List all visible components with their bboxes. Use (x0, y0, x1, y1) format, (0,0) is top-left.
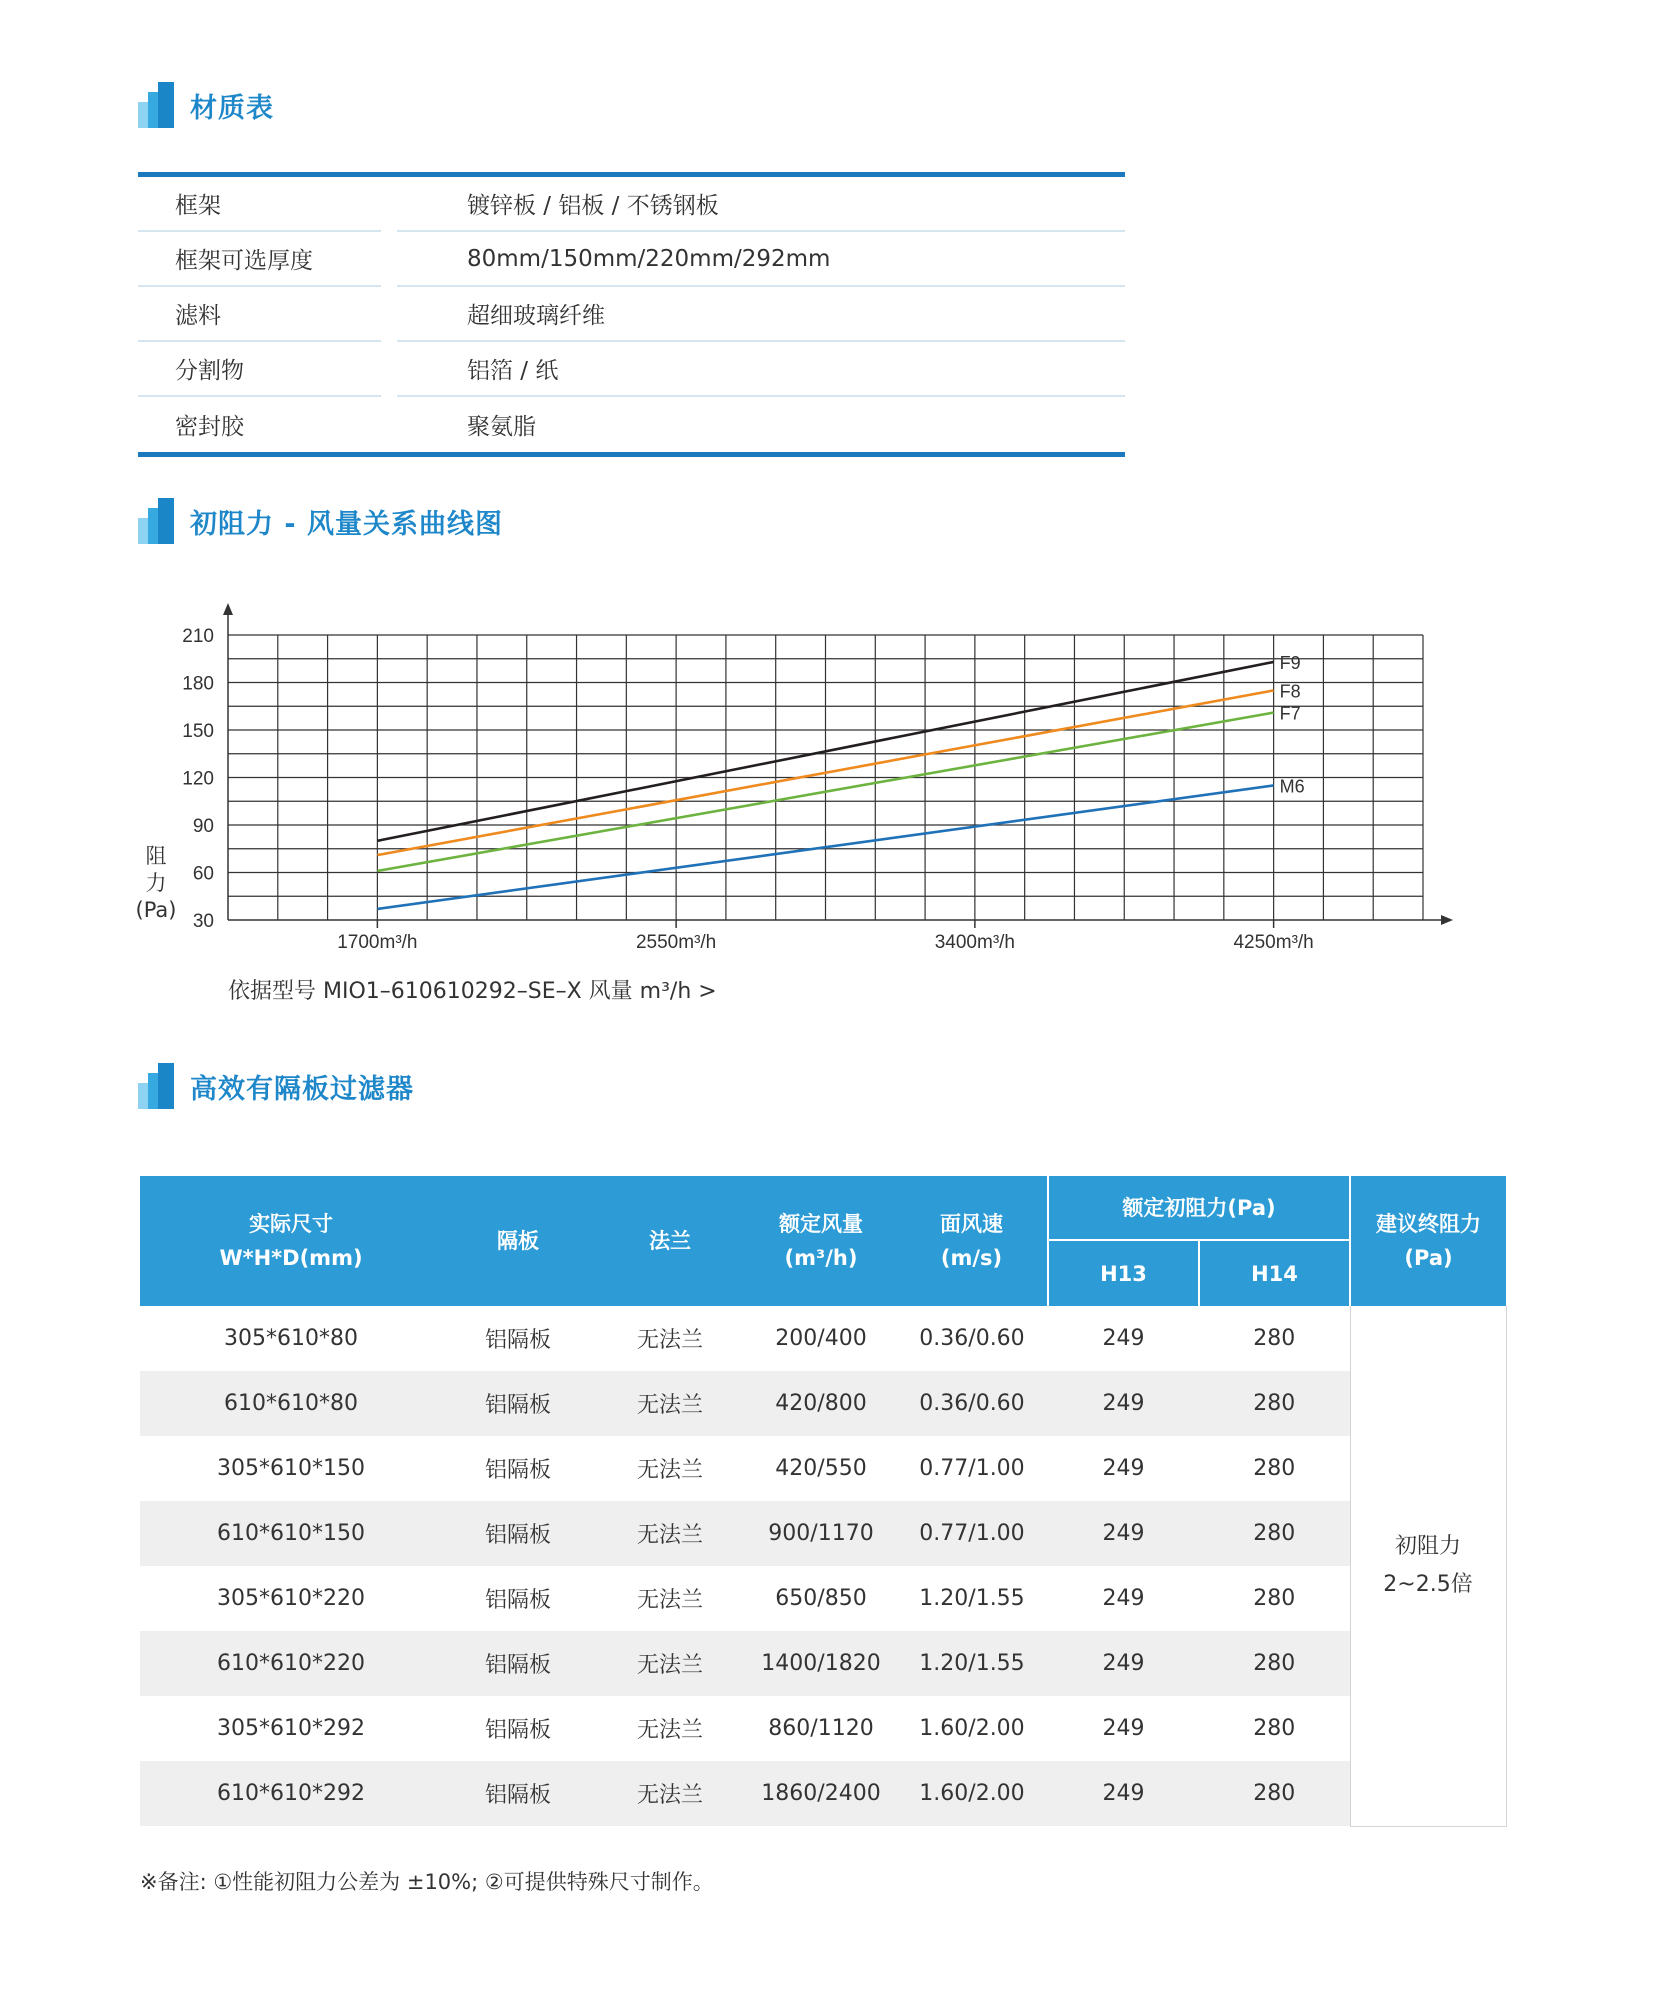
y-tick-label: 120 (182, 768, 214, 790)
cell-size: 610*610*220 (140, 1631, 442, 1696)
table-row (140, 1566, 1506, 1631)
cell-airflow: 200/400 (775, 1326, 867, 1351)
cell-flange: 无法兰 (636, 1718, 703, 1743)
material-value: 超细玻璃纤维 (397, 287, 1125, 342)
cell-h13: 249 (1048, 1501, 1199, 1566)
chart-x-caption: 依据型号 MIO1–610610292–SE–X 风量 m³/h > (228, 979, 717, 1004)
y-tick-label: 60 (192, 863, 214, 885)
cell-partition: 铝隔板 (484, 1328, 551, 1353)
y-axis-label: (Pa) (135, 898, 177, 922)
cell-airflow: 420/800 (746, 1371, 896, 1436)
col-final-header (1350, 1176, 1506, 1306)
size-header-line2: W*H*D(mm) (219, 1246, 363, 1270)
cell-h13: 249 (1102, 1586, 1145, 1611)
cell-partition: 铝隔板 (484, 1458, 551, 1483)
cell-velocity: 0.77/1.00 (919, 1456, 1025, 1481)
materials-row (138, 232, 1125, 287)
materials-title: 材质表 (190, 92, 274, 124)
table-row (140, 1761, 1506, 1826)
col-h13-header: H13 (1048, 1240, 1199, 1306)
cell-h13: 249 (1048, 1761, 1199, 1826)
cell-flange: 无法兰 (594, 1501, 746, 1566)
cell-h14: 280 (1199, 1631, 1350, 1696)
col-flange-header: 法兰 (594, 1176, 746, 1306)
cell-size: 610*610*80 (140, 1371, 442, 1436)
cell-velocity: 0.36/0.60 (896, 1371, 1048, 1436)
materials-row (138, 287, 1125, 342)
materials-row (138, 177, 1125, 232)
y-tick-label: 150 (182, 721, 214, 742)
chart-section-title (138, 496, 503, 546)
x-tick-label: 2550m³/h (635, 932, 717, 953)
col-partition-header: 隔板 (442, 1176, 594, 1306)
cell-flange: 无法兰 (594, 1631, 746, 1696)
material-label: 框架 (138, 177, 381, 232)
material-value: 铝箔 / 纸 (397, 342, 1125, 397)
size-header-line1: 实际尺寸 (249, 1212, 333, 1236)
materials-table (138, 172, 1125, 457)
cell-h14: 280 (1253, 1716, 1296, 1741)
series-label-f8: F8 (1279, 681, 1301, 702)
cell-h13: 249 (1048, 1631, 1199, 1696)
cell-size: 305*610*292 (217, 1716, 365, 1741)
cell-size: 610*610*150 (140, 1501, 442, 1566)
material-label: 密封胶 (175, 414, 244, 440)
cell-h14: 280 (1253, 1456, 1296, 1481)
cell-size: 305*610*150 (217, 1456, 365, 1481)
materials-section-title (138, 80, 274, 130)
series-label-f9: F9 (1279, 652, 1301, 673)
material-value: 80mm/150mm/220mm/292mm (397, 232, 1125, 287)
cell-partition: 铝隔板 (442, 1371, 594, 1436)
y-tick-label: 90 (192, 816, 214, 837)
cell-airflow: 420/550 (775, 1456, 867, 1481)
y-axis-arrow-icon (223, 603, 233, 615)
materials-row (138, 342, 1125, 397)
series-label-m6: M6 (1279, 776, 1305, 797)
cell-h13: 249 (1102, 1326, 1145, 1351)
cell-velocity: 1.20/1.55 (896, 1631, 1048, 1696)
section-bars-icon (138, 498, 176, 544)
x-axis-arrow-icon (1441, 915, 1453, 925)
cell-flange: 无法兰 (636, 1458, 703, 1483)
filter-section-title (138, 1061, 414, 1111)
table-row (140, 1436, 1506, 1501)
final-header-line1: 建议终阻力 (1376, 1212, 1482, 1236)
cell-h14: 280 (1253, 1586, 1296, 1611)
cell-velocity: 1.60/2.00 (896, 1761, 1048, 1826)
table-row (140, 1306, 1506, 1371)
y-tick-label: 180 (182, 673, 214, 695)
resistance-airflow-chart (120, 595, 1460, 970)
cell-velocity: 0.77/1.00 (896, 1501, 1048, 1566)
velocity-header-line2: (m/s) (940, 1246, 1003, 1270)
filter-title: 高效有隔板过滤器 (190, 1073, 414, 1105)
cell-airflow: 1400/1820 (746, 1631, 896, 1696)
cell-partition: 铝隔板 (484, 1718, 551, 1743)
cell-velocity: 0.36/0.60 (919, 1326, 1025, 1351)
y-axis-label: 力 (145, 871, 167, 895)
material-label: 滤料 (138, 287, 381, 342)
cell-size: 305*610*220 (217, 1586, 365, 1611)
col-size-header (140, 1176, 442, 1306)
chart-title: 初阻力 - 风量关系曲线图 (190, 508, 504, 540)
cell-flange: 无法兰 (636, 1588, 703, 1613)
cell-flange: 无法兰 (594, 1371, 746, 1436)
cell-partition: 铝隔板 (442, 1501, 594, 1566)
material-value: 聚氨脂 (467, 414, 536, 440)
table-row (140, 1501, 1506, 1566)
material-label: 分割物 (138, 342, 381, 397)
cell-velocity: 1.60/2.00 (919, 1716, 1025, 1741)
material-label: 框架可选厚度 (138, 232, 381, 287)
cell-size: 610*610*292 (140, 1761, 442, 1826)
cell-h13: 249 (1102, 1716, 1145, 1741)
cell-velocity: 1.20/1.55 (919, 1586, 1025, 1611)
series-label-f7: F7 (1279, 703, 1301, 724)
x-tick-label: 4250m³/h (1233, 932, 1314, 953)
cell-flange: 无法兰 (636, 1328, 703, 1353)
materials-row (138, 397, 1125, 452)
velocity-header-line1: 面风速 (940, 1212, 1003, 1236)
cell-partition: 铝隔板 (442, 1631, 594, 1696)
table-row (140, 1631, 1506, 1696)
footnote: ※备注: ①性能初阻力公差为 ±10%; ②可提供特殊尺寸制作。 (140, 1870, 714, 1894)
cell-flange: 无法兰 (594, 1761, 746, 1826)
cell-partition: 铝隔板 (484, 1588, 551, 1613)
y-axis-label: 阻 (145, 844, 167, 868)
final-resistance-line1: 初阻力 (1395, 1533, 1462, 1559)
cell-final-resistance (1350, 1306, 1506, 1826)
cell-h14: 280 (1253, 1326, 1296, 1351)
y-tick-label: 210 (182, 626, 214, 647)
cell-h14: 280 (1199, 1761, 1350, 1826)
cell-size: 305*610*80 (224, 1326, 358, 1351)
airflow-header-line2: (m³/h) (784, 1246, 858, 1270)
cell-h13: 249 (1102, 1456, 1145, 1481)
filter-spec-table (140, 1176, 1507, 1827)
cell-h14: 280 (1199, 1501, 1350, 1566)
material-value: 镀锌板 / 铝板 / 不锈钢板 (397, 177, 1125, 232)
cell-airflow: 860/1120 (768, 1716, 874, 1741)
y-tick-label: 30 (192, 911, 214, 932)
section-bars-icon (138, 1063, 176, 1109)
cell-airflow: 1860/2400 (746, 1761, 896, 1826)
col-h14-header: H14 (1199, 1240, 1350, 1306)
section-bars-icon (138, 82, 176, 128)
final-header-line2: (Pa) (1404, 1246, 1453, 1270)
col-velocity-header (896, 1176, 1048, 1306)
cell-partition: 铝隔板 (442, 1761, 594, 1826)
cell-airflow: 650/850 (775, 1586, 867, 1611)
table-row (140, 1696, 1506, 1761)
x-tick-label: 1700m³/h (337, 932, 418, 953)
col-resistance-header: 额定初阻力(Pa) (1048, 1176, 1350, 1240)
airflow-header-line1: 额定风量 (779, 1212, 863, 1236)
cell-airflow: 900/1170 (746, 1501, 896, 1566)
cell-h14: 280 (1199, 1371, 1350, 1436)
table-row (140, 1371, 1506, 1436)
cell-h13: 249 (1048, 1371, 1199, 1436)
final-resistance-line2: 2~2.5倍 (1383, 1571, 1473, 1597)
col-airflow-header (746, 1176, 896, 1306)
x-tick-label: 3400m³/h (934, 932, 1016, 953)
